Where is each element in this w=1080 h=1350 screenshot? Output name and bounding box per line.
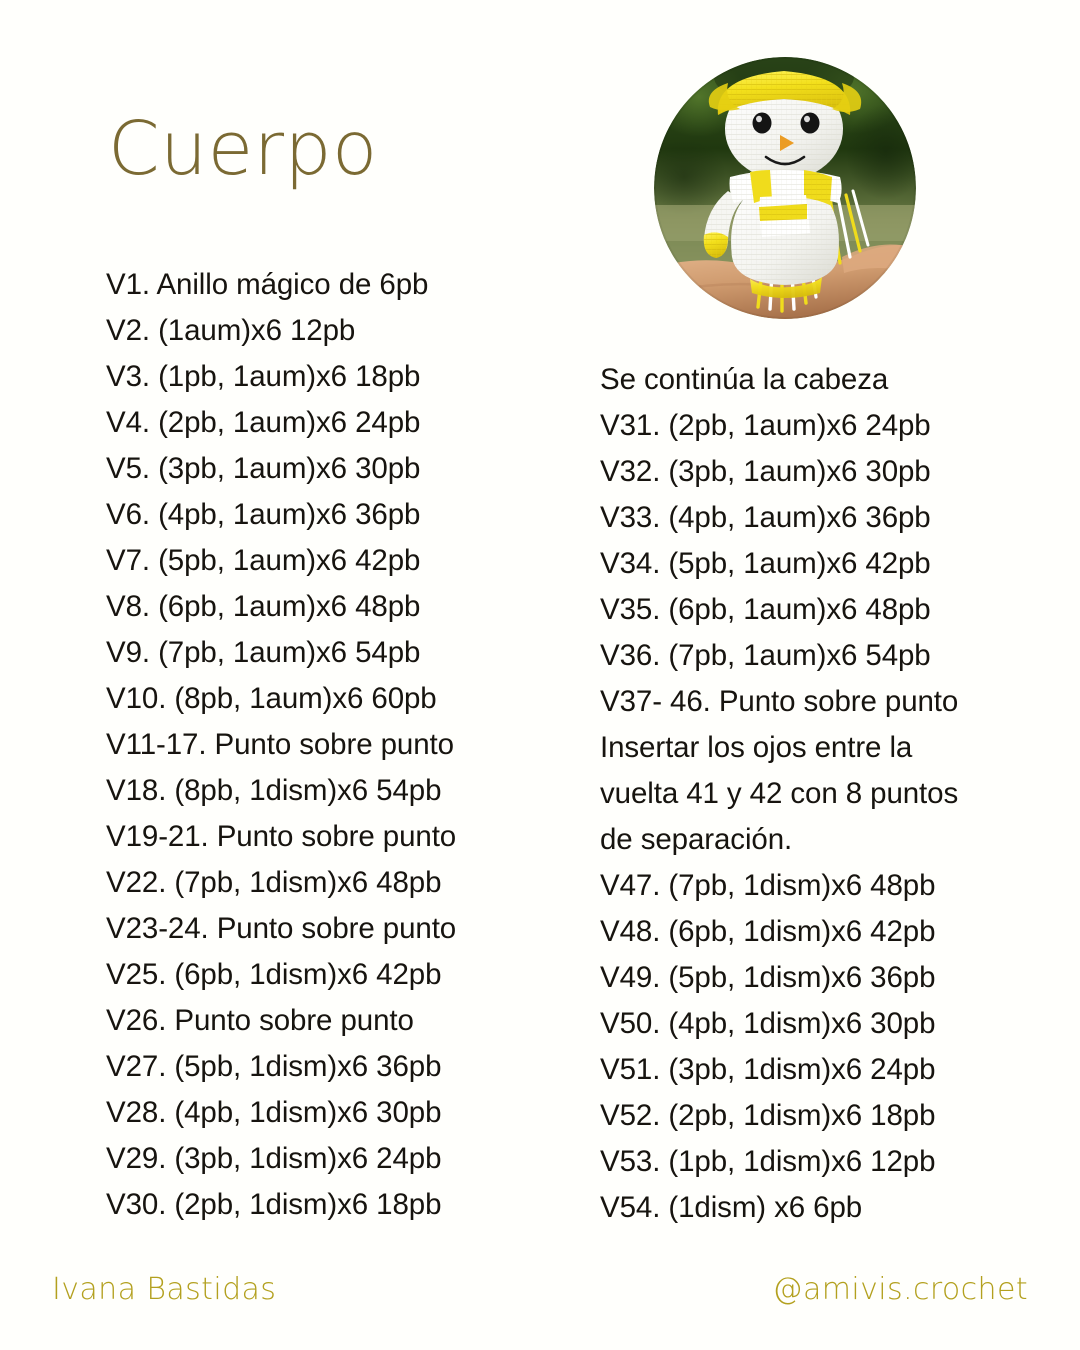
instruction-line-left-5: V6. (4pb, 1aum)x6 36pb [106,498,421,531]
instruction-line-left-8: V9. (7pb, 1aum)x6 54pb [106,636,421,669]
instruction-line-right-6: V36. (7pb, 1aum)x6 54pb [600,639,931,672]
instruction-line-right-14: V50. (4pb, 1dism)x6 30pb [600,1007,936,1040]
instruction-line-left-14: V23-24. Punto sobre punto [106,912,457,945]
instruction-line-left-2: V3. (1pb, 1aum)x6 18pb [106,360,421,393]
instructions-column-left [106,262,456,1228]
project-photo [654,57,916,319]
instruction-line-left-11: V18. (8pb, 1dism)x6 54pb [106,774,442,807]
instruction-line-left-15: V25. (6pb, 1dism)x6 42pb [106,958,442,991]
instruction-line-left-20: V30. (2pb, 1dism)x6 18pb [106,1188,442,1221]
instruction-line-right-0: Se continúa la cabeza [600,363,889,396]
instruction-line-right-12: V48. (6pb, 1dism)x6 42pb [600,915,936,948]
snowman-photo-illustration [654,57,916,319]
instruction-line-right-13: V49. (5pb, 1dism)x6 36pb [600,961,936,994]
instruction-line-left-17: V27. (5pb, 1dism)x6 36pb [106,1050,442,1083]
instruction-line-right-17: V53. (1pb, 1dism)x6 12pb [600,1145,936,1178]
instruction-line-left-18: V28. (4pb, 1dism)x6 30pb [106,1096,442,1129]
instruction-line-left-13: V22. (7pb, 1dism)x6 48pb [106,866,442,899]
instruction-line-right-3: V33. (4pb, 1aum)x6 36pb [600,501,931,534]
instruction-line-right-1: V31. (2pb, 1aum)x6 24pb [600,409,931,442]
instruction-line-left-9: V10. (8pb, 1aum)x6 60pb [106,682,437,715]
instruction-line-left-16: V26. Punto sobre punto [106,1004,414,1037]
instruction-line-right-18: V54. (1dism) x6 6pb [600,1191,863,1224]
instruction-line-left-19: V29. (3pb, 1dism)x6 24pb [106,1142,442,1175]
instructions-column-right [600,357,958,1231]
instruction-line-left-10: V11-17. Punto sobre punto [106,728,454,761]
instruction-line-left-1: V2. (1aum)x6 12pb [106,314,356,347]
instruction-line-right-10: de separación. [600,823,793,856]
instruction-line-left-3: V4. (2pb, 1aum)x6 24pb [106,406,421,439]
instruction-line-right-11: V47. (7pb, 1dism)x6 48pb [600,869,936,902]
instruction-line-right-15: V51. (3pb, 1dism)x6 24pb [600,1053,936,1086]
footer-handle: @amivis.crochet [772,1272,1028,1307]
instruction-line-right-9: vuelta 41 y 42 con 8 puntos [600,777,959,810]
instruction-line-right-4: V34. (5pb, 1aum)x6 42pb [600,547,931,580]
instruction-line-right-7: V37- 46. Punto sobre punto [600,685,959,718]
instruction-line-left-7: V8. (6pb, 1aum)x6 48pb [106,590,421,623]
instruction-line-left-6: V7. (5pb, 1aum)x6 42pb [106,544,421,577]
instruction-line-left-12: V19-21. Punto sobre punto [106,820,457,853]
instruction-line-right-16: V52. (2pb, 1dism)x6 18pb [600,1099,936,1132]
page-title: Cuerpo [108,106,378,192]
instruction-line-left-4: V5. (3pb, 1aum)x6 30pb [106,452,421,485]
instruction-line-right-2: V32. (3pb, 1aum)x6 30pb [600,455,931,488]
instruction-line-left-0: V1. Anillo mágico de 6pb [106,268,429,301]
instruction-line-right-5: V35. (6pb, 1aum)x6 48pb [600,593,931,626]
footer-author: Ivana Bastidas [52,1272,277,1307]
instruction-line-right-8: Insertar los ojos entre la [600,731,913,764]
